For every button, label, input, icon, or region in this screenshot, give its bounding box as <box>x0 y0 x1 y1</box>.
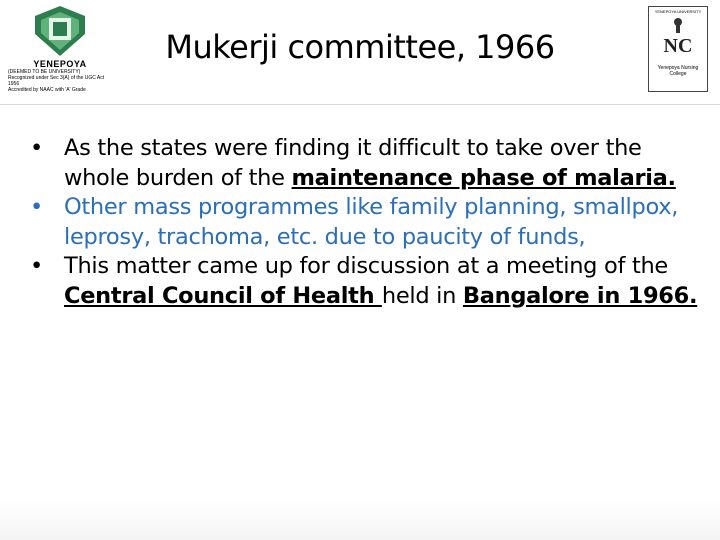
emphasized-text: Bangalore in 1966. <box>462 282 698 309</box>
bullet-text: As the states were finding it difficult to take over the whole burden of the <box>64 135 642 191</box>
bullet-text: This matter came up for discussion at a meeting of the <box>64 253 668 279</box>
yenepoya-logo <box>4 4 116 100</box>
bullet-list <box>26 134 706 311</box>
yenepoya-sub-1: Recognized under Sec 3(A) of the UGC Act 1956 <box>8 75 105 87</box>
bullet-item <box>26 193 706 252</box>
bullet-item <box>26 252 706 311</box>
title-divider <box>0 104 720 105</box>
bullet-text: held in <box>381 282 463 309</box>
nc-monogram-icon <box>656 14 700 58</box>
emphasized-text: maintenance phase of malaria. <box>291 164 676 191</box>
nc-monogram-text: NC <box>663 35 693 57</box>
nursing-college-logo <box>648 6 708 92</box>
bullet-item <box>26 134 706 193</box>
yenepoya-sub-2: Accredited by NAAC with 'A' Grade <box>8 87 86 93</box>
nursing-college-name: Yenepoya Nursing College <box>657 65 699 77</box>
yenepoya-name: YENEPOYA <box>33 59 87 69</box>
emphasized-text: Central Council of Health <box>64 282 382 309</box>
footer-band <box>0 500 720 540</box>
bullet-text: Other mass programmes like family planning, smallpox, leprosy, trachoma, etc. due to paucity of funds, <box>64 194 679 250</box>
yenepoya-sub-0: (DEEMED TO BE UNIVERSITY) <box>8 69 81 75</box>
shield-emblem-icon <box>31 4 89 58</box>
slide-title: Mukerji committee, 1966 <box>165 28 555 66</box>
nursing-college-top-text: YENEPOYA UNIVERSITY <box>654 9 702 14</box>
